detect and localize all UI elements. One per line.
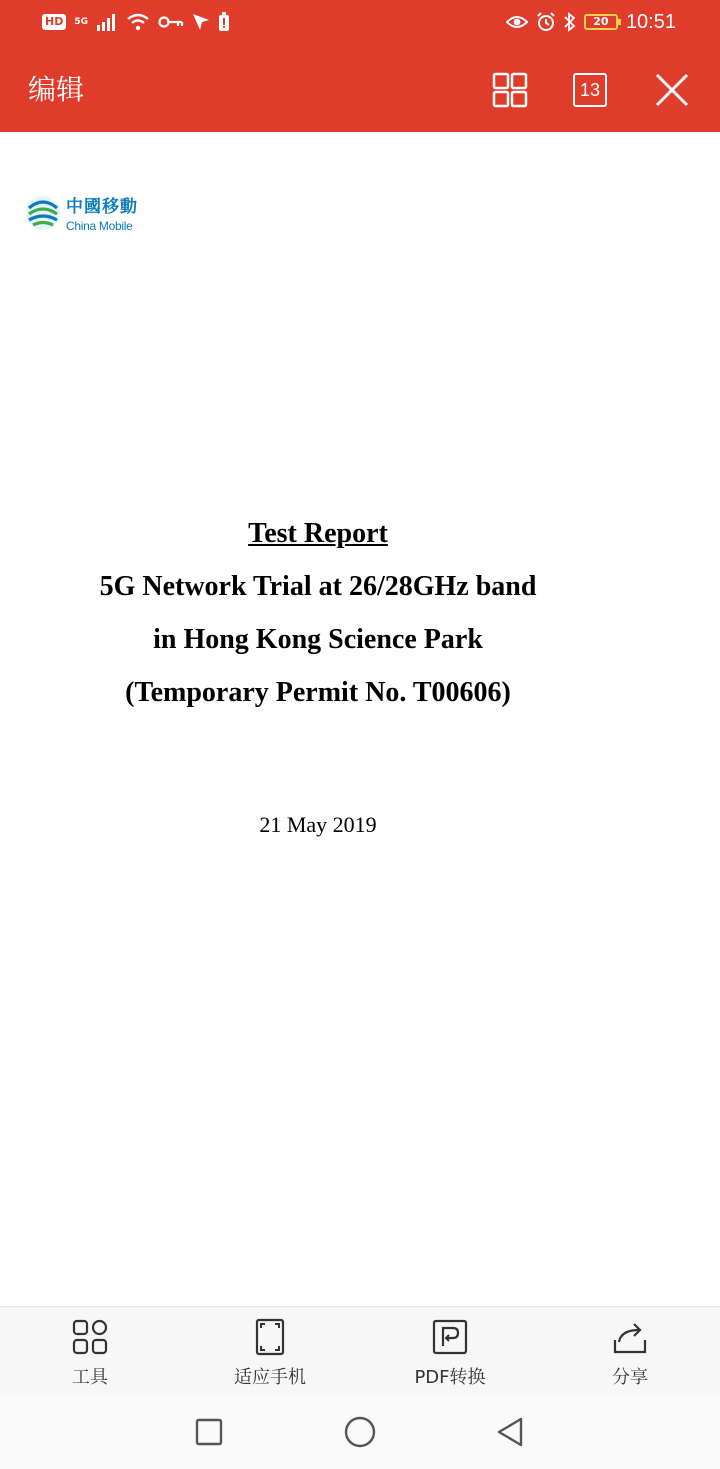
clock: 10:51 [625,10,676,33]
system-nav-bar [0,1394,720,1469]
status-bar [0,0,720,44]
share-icon [611,1318,649,1356]
home-button[interactable] [340,1412,380,1452]
tools-grid-icon [71,1318,109,1356]
tools-label: 工具 [72,1367,108,1388]
alert-battery-icon [218,12,230,32]
report-title: Test Report [248,518,388,549]
hd-badge: HD [42,14,66,30]
pdf-convert-button[interactable] [380,1317,520,1393]
eye-icon [506,14,528,30]
fit-phone-button[interactable] [200,1317,340,1393]
share-label: 分享 [612,1367,648,1388]
fit-phone-label: 适应手机 [234,1367,306,1388]
close-icon [654,72,690,108]
recent-apps-button[interactable] [189,1412,229,1452]
logo-chinese-text: 中國移動 [66,197,138,217]
status-left [42,10,230,34]
china-mobile-logo-icon [24,194,62,232]
report-subtitle-line-1: 5G Network Trial at 26/28GHz band [99,571,537,602]
grid-icon [492,72,528,108]
report-subtitle-line-2: in Hong Kong Science Park [153,624,483,655]
alarm-icon [536,12,556,32]
pdf-convert-label: PDF转换 [414,1367,486,1388]
tools-button[interactable] [20,1317,160,1393]
key-icon [158,15,184,29]
top-app-bar [0,0,720,132]
report-date: 21 May 2019 [259,812,377,837]
circle-icon [343,1415,377,1449]
back-button[interactable] [490,1412,530,1452]
document-page[interactable] [0,132,720,1306]
china-mobile-logo [24,192,138,233]
square-icon [194,1417,224,1447]
close-button[interactable] [648,66,696,114]
location-arrow-icon [192,13,210,31]
battery-icon: 20 [584,14,618,30]
bluetooth-icon [564,12,576,32]
signal-icon [96,13,118,31]
edit-button[interactable]: 编辑 [28,73,85,106]
share-button[interactable] [560,1317,700,1393]
grid-view-button[interactable] [486,66,534,114]
page-count: 13 [573,73,607,107]
pdf-convert-icon [431,1318,469,1356]
wifi-icon [126,13,150,31]
status-right [506,10,676,34]
fit-phone-icon [251,1318,289,1356]
page-count-button[interactable] [566,66,614,114]
network-type: 5G [74,17,88,27]
report-subtitle-line-3: (Temporary Permit No. T00606) [125,677,511,708]
logo-english-text: China Mobile [66,219,133,233]
triangle-back-icon [495,1416,525,1448]
bottom-toolbar [0,1306,720,1394]
